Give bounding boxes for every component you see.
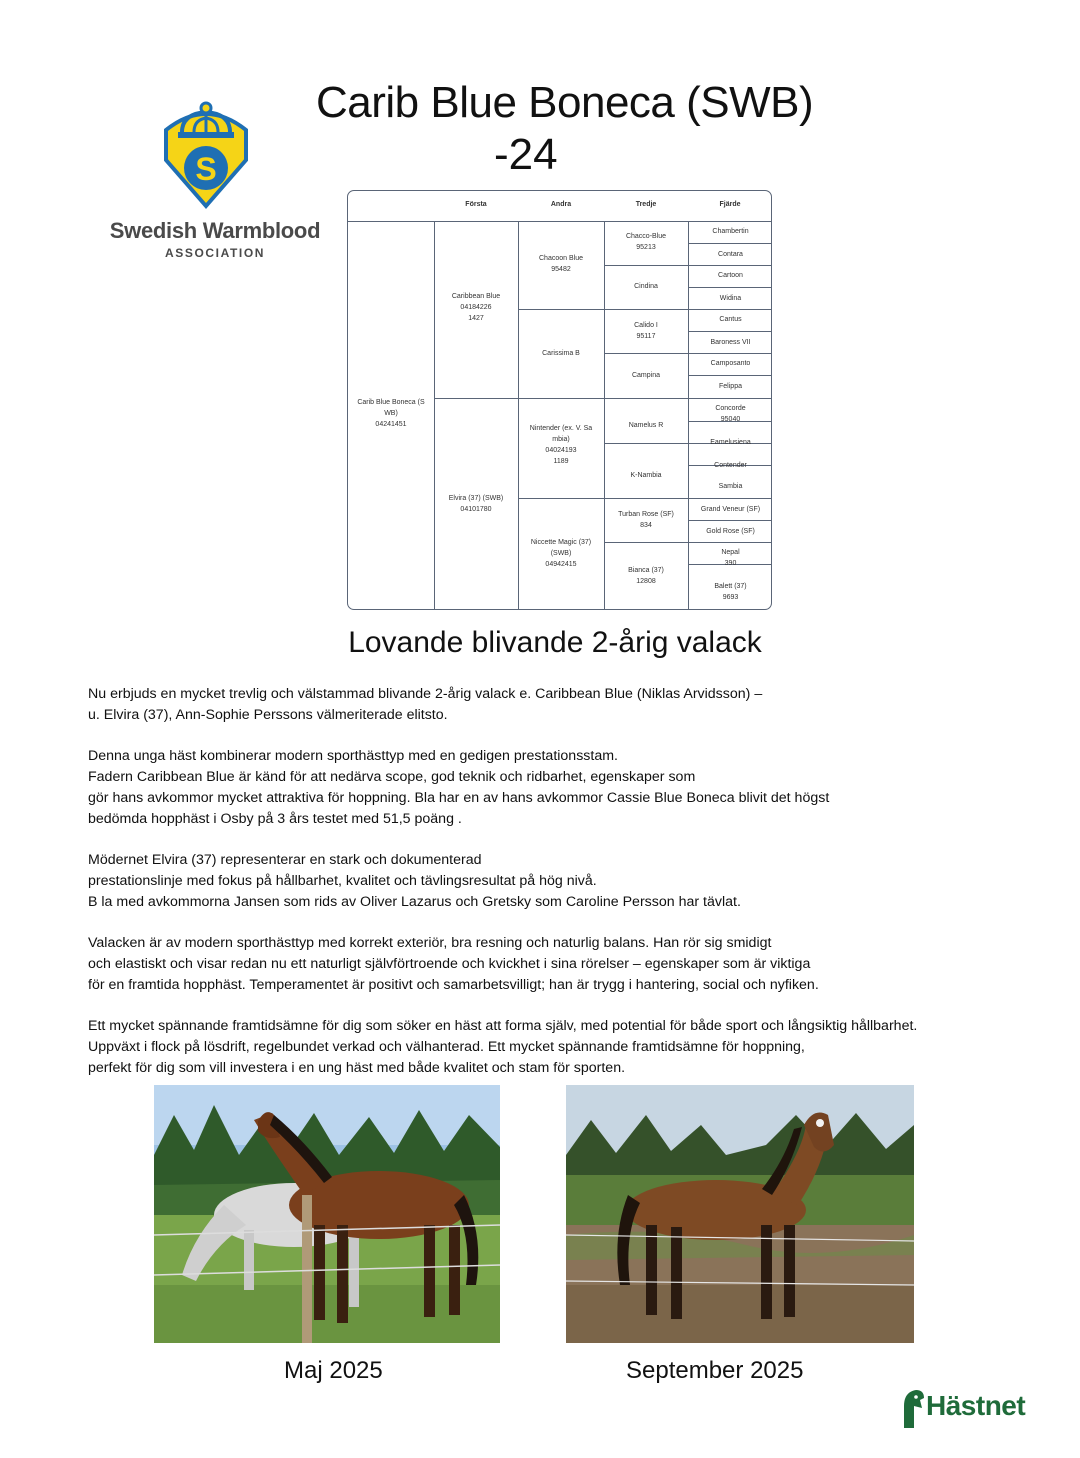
pedigree-gen2: Carissima B <box>542 350 580 357</box>
header-fjarde: Fjärde <box>719 201 741 208</box>
logo-subtitle: ASSOCIATION <box>164 246 266 260</box>
page-title: Carib Blue Boneca (SWB) <box>316 78 814 127</box>
pedigree-gen3: Turban Rose (SF) 834 <box>618 511 674 529</box>
text-line: Denna unga häst kombinerar modern sporthästtyp med en gedigen prestationsstam. <box>88 748 618 764</box>
subheading: Lovande blivande 2-årig valack <box>348 626 762 659</box>
logo-letter: S <box>195 151 217 187</box>
text-line: och elastiskt och visar redan nu ett naturligt självförtroende och kvickhet i sina rörelser – egenskaper som är viktiga <box>88 956 811 972</box>
row-divider <box>434 398 772 399</box>
pedigree-gen4: Balett (37) 9693 <box>714 583 747 601</box>
paragraph-dam <box>88 850 741 913</box>
col-divider <box>604 221 605 609</box>
pedigree-gen4: Contara <box>718 251 743 258</box>
pedigree-gen4: Chambertin <box>712 228 749 235</box>
paragraph-summary <box>88 1016 917 1079</box>
header-forsta: Första <box>465 201 487 208</box>
text-line: u. Elvira (37), Ann-Sophie Perssons välmeriterade elitsto. <box>88 707 448 723</box>
pedigree-gen4: Eamelusiena <box>710 439 751 446</box>
pedigree-gen4: Sambia <box>718 483 743 490</box>
text-line: gör hans avkommor mycket attraktiva för hoppning. Bla har en av hans avkommor Cassie Blue Boneca blivit det högst <box>88 790 830 806</box>
row-divider <box>688 331 772 332</box>
row-divider <box>688 243 772 244</box>
header-andra: Andra <box>550 201 572 208</box>
birth-year: -24 <box>494 130 558 179</box>
text-line: B la med avkommorna Jansen som rids av Oliver Lazarus och Gretsky som Caroline Persson har tävlat. <box>88 894 741 910</box>
text-line: för en framtida hopphäst. Temperamentet är positivt och samarbetsvilligt; han är trygg i hantering, social och nyfiken. <box>88 977 819 993</box>
pedigree-horse: Carib Blue Boneca (S WB) 04241451 <box>357 399 425 428</box>
pedigree-gen4: Gold Rose (SF) <box>706 528 755 535</box>
text-line: Ett mycket spännande framtidsämne för dig som söker en häst att forma själv, med potential för både sport och långsiktig hållbarhet. <box>88 1018 918 1034</box>
text-line: Nu erbjuds en mycket trevlig och välstammad blivande 2-årig valack e. Caribbean Blue (Niklas Arvidsson) – <box>88 686 763 702</box>
horse-head-icon <box>898 1388 926 1428</box>
pedigree-gen3: Namelus R <box>628 422 664 429</box>
photo-caption: Maj 2025 <box>284 1357 383 1384</box>
text-line: Valacken är av modern sporthästtyp med korrekt exteriör, bra resning och naturlig balans. Han rör sig smidigt <box>88 935 772 951</box>
pedigree-gen4: Widina <box>719 295 742 302</box>
text-line: bedömda hopphäst i Osby på 3 års testet med 51,5 poäng . <box>88 811 462 827</box>
text-line: perfekt för dig som vill investera i en ung häst med både kvalitet och stam för sporten. <box>88 1060 626 1076</box>
swb-shield-icon <box>160 100 252 210</box>
pedigree-gen2: Nintender (ex. V. Sa mbia) 04024193 1189 <box>529 425 593 465</box>
pedigree-gen4: Contender <box>714 462 747 469</box>
photo-caption: September 2025 <box>626 1357 804 1384</box>
row-divider <box>688 520 772 521</box>
paragraph-intro <box>88 684 762 726</box>
text-line: Uppväxt i flock på lösdrift, regelbundet verkad och välhanterad. Ett mycket spännande framtidsämne för hoppning, <box>88 1039 805 1055</box>
pedigree-gen2: Chacoon Blue 95482 <box>539 255 583 273</box>
row-divider <box>518 498 772 499</box>
row-divider <box>688 287 772 288</box>
pedigree-gen4: Cantus <box>719 316 742 323</box>
col-divider <box>434 221 435 609</box>
pedigree-gen2: Niccette Magic (37) (SWB) 04942415 <box>530 539 592 568</box>
photo-may-2025 <box>154 1085 500 1343</box>
pedigree-gen3: Campina <box>631 372 660 379</box>
pedigree-gen4: Camposanto <box>710 360 751 367</box>
logo-name: Swedish Warmblood <box>109 218 321 243</box>
hastnet-logo <box>898 1388 1058 1436</box>
pedigree-gen4: Cartoon <box>718 272 743 279</box>
paragraph-description <box>88 933 819 996</box>
pedigree-gen3: K-Nambia <box>630 472 662 479</box>
pedigree-gen3: Bianca (37) 12808 <box>628 567 664 585</box>
photo-september-2025 <box>566 1085 914 1343</box>
pedigree-gen3: Chacco-Blue 95213 <box>625 233 667 251</box>
header-divider <box>348 221 771 222</box>
swb-logo <box>92 100 324 270</box>
pedigree-dam: Elvira (37) (SWB) 04101780 <box>448 495 504 513</box>
text-line: prestationslinje med fokus på hållbarhet, kvalitet och tävlingsresultat på hög nivå. <box>88 873 597 889</box>
hastnet-name: Hästnet <box>926 1390 1026 1421</box>
pedigree-table <box>347 190 772 610</box>
row-divider <box>688 375 772 376</box>
row-divider <box>604 353 772 354</box>
row-divider <box>604 542 772 543</box>
text-line: Mödernet Elvira (37) representerar en stark och dokumenterad <box>88 852 482 868</box>
pedigree-gen3: Calido I 95117 <box>634 322 658 340</box>
pedigree-gen4: Felippa <box>719 383 742 390</box>
pedigree-gen4: Nepal 390 <box>721 549 740 567</box>
header-tredje: Tredje <box>635 201 657 208</box>
pedigree-gen4: Concorde 95040 <box>715 405 746 423</box>
pedigree-gen4: Baroness VII <box>710 339 751 346</box>
text-line: Fadern Caribbean Blue är känd för att nedärva scope, god teknik och ridbarhet, egenskaper som <box>88 769 696 785</box>
paragraph-sire <box>88 746 829 830</box>
row-divider <box>604 265 772 266</box>
row-divider <box>518 309 772 310</box>
pedigree-gen4: Grand Veneur (SF) <box>700 506 761 513</box>
pedigree-gen3: Cindina <box>634 283 658 290</box>
pedigree-sire: Caribbean Blue 04184226 1427 <box>451 293 501 322</box>
